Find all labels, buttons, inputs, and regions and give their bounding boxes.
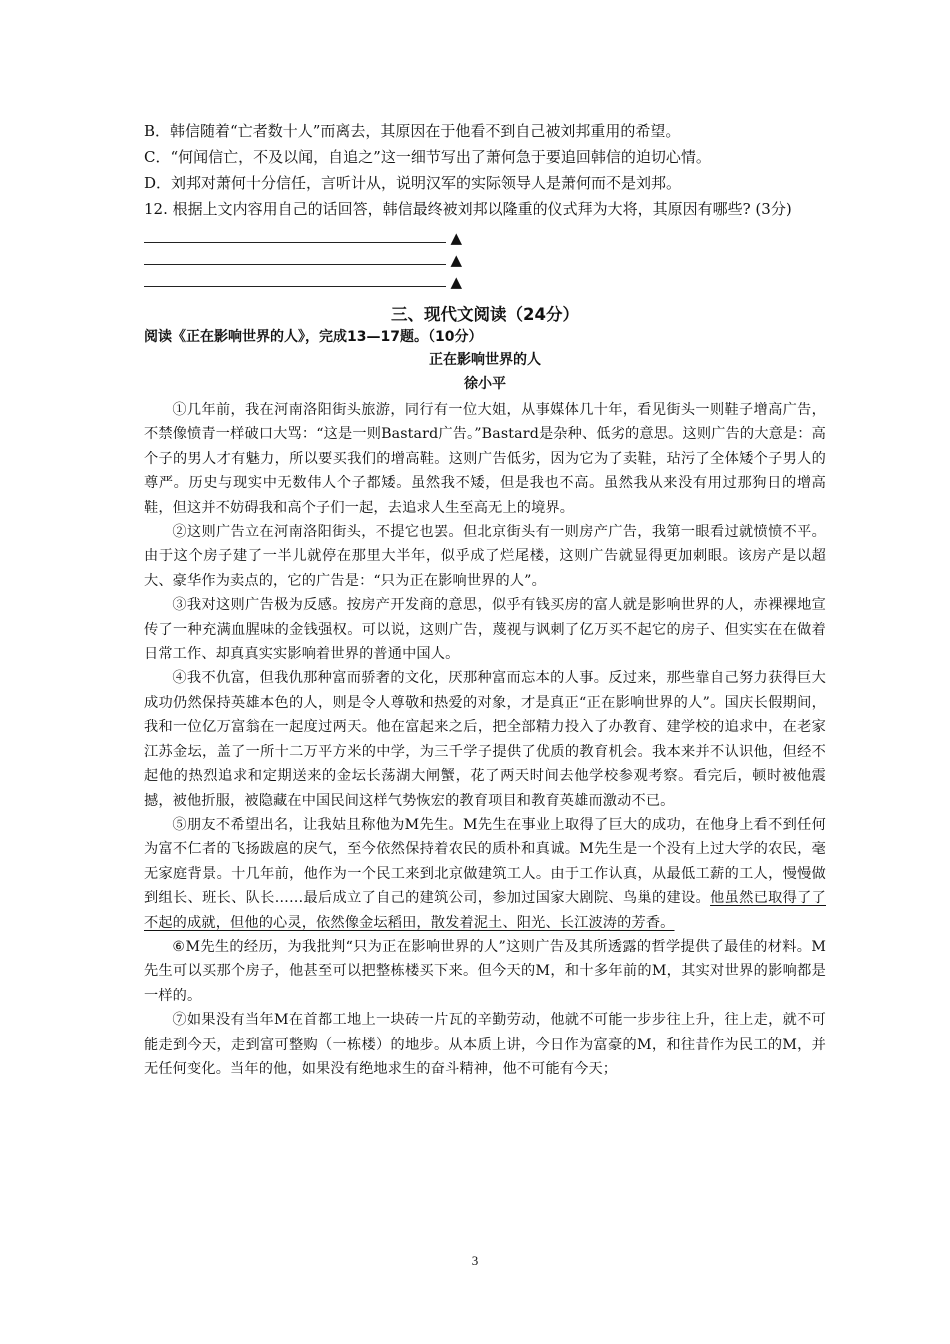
answer-line[interactable] — [144, 224, 462, 246]
article-author: 徐小平 — [464, 376, 506, 392]
option-c: C．“何闻信亡，不及以闻，自追之”这一细节写出了萧何急于要追回韩信的迫切心情。 — [144, 148, 711, 166]
section-title: 三、现代文阅读（24分） — [391, 305, 579, 324]
underlined-sentence: 他虽然已取得了了不起的成就，但他的心灵，依然像金坛稻田，散发着泥土、阳光、长江波涛的芳香。 — [144, 890, 826, 931]
paragraph-5 — [144, 813, 826, 935]
question-12: 12. 根据上文内容用自己的话回答，韩信最终被刘邦以隆重的仪式拜为大将，其原因有哪些? (3分) — [144, 200, 792, 218]
paragraph-4: ④我不仇富，但我仇那种富而骄奢的文化，厌那种富而忘本的人事。反过来，那些靠自己努力获得巨大成功仍然保持英雄本色的人，则是令人尊敬和热爱的对象，才是真正“正在影响世界的人”。国庆长假期间，我和一位亿万富翁在一起度过两天。他在富起来之后，把全部精力投入了办教育、建学校的追求中，在老家江苏金坛，盖了一所十二万平方米的中学，为三千学子提供了优质的教育机会。我本来并不认识他，但经不起他的热烈追求和定期送来的金坛长荡湖大闸蟹，花了两天时间去他学校参观考察。看完后，顿时被他震撼，被他折服，被隐藏在中国民间这样气势恢宏的教育项目和教育英雄而激动不已。 — [144, 670, 826, 809]
reading-instruction: 阅读《正在影响世界的人》，完成13—17题。（10分） — [144, 329, 483, 345]
option-d: D．刘邦对萧何十分信任，言听计从，说明汉军的实际领导人是萧何而不是刘邦。 — [144, 174, 682, 192]
paragraph-1: ①几年前，我在河南洛阳街头旅游，同行有一位大姐，从事媒体几十年，看见街头一则鞋子增高广告，不禁像愤青一样破口大骂：“这是一则Bastard广告。”Bastard是杂种、低劣的意思。这则广告的大意是：高个子的男人才有魅力，所以要买我们的增高鞋。这则广告低劣，因为它为了卖鞋，玷污了全体矮个子男人的尊严。历史与现实中无数伟人个子都矮。虽然我不矮，但是我也不高。虽然我从来没有用过那狗日的增高鞋，但这并不妨碍我和高个子们一起，去追求人生至高无上的境界。 — [144, 402, 826, 516]
paragraph-6: ⑥M先生的经历，为我批判“只为正在影响世界的人”这则广告及其所透露的哲学提供了最佳的材料。M先生可以买那个房子，他甚至可以把整栋楼买下来。但今天的M，和十多年前的M，其实对世界的影响都是一样的。 — [144, 938, 826, 1004]
paragraph-3: ③我对这则广告极为反感。按房产开发商的意思，似乎有钱买房的富人就是影响世界的人，赤裸裸地宣传了一种充满血腥味的金钱强权。可以说，这则广告，蔑视与讽刺了亿万买不起它的房子、但实实在在做着日常工作、却真真实实影响着世界的普通中国人。 — [144, 597, 826, 663]
answer-line[interactable] — [144, 246, 462, 268]
triangle-marker-icon: ▲ — [450, 251, 462, 269]
article-title: 正在影响世界的人 — [429, 352, 541, 368]
triangle-marker-icon: ▲ — [450, 273, 462, 291]
exam-page — [144, 118, 826, 1081]
option-b: B．韩信随着“亡者数十人”而离去，其原因在于他看不到自己被刘邦重用的希望。 — [144, 122, 681, 140]
page-number: 3 — [471, 1253, 479, 1268]
paragraph-5-text: ⑤朋友不希望出名，让我姑且称他为M先生。M先生在事业上取得了巨大的成功，在他身上看不到任何为富不仁者的飞扬跋扈的戾气，至今依然保持着农民的质朴和真诚。M先生是一个没有上过大学的农民，毫无家庭背景。十几年前，他作为一个民工来到北京做建筑工人。由于工作认真，从最低工薪的工人，慢慢做到组长、班长、队长……最后成立了自己的建筑公司，参加过国家大剧院、鸟巢的建设。 — [144, 816, 826, 907]
answer-lines — [144, 224, 826, 290]
paragraph-7: ⑦如果没有当年M在首都工地上一块砖一片瓦的辛勤劳动，他就不可能一步步往上升，往上走，就不可能走到今天，走到富可整购（一栋楼）的地步。从本质上讲，今日作为富豪的M，和往昔作为民工的M，并无任何变化。当年的他，如果没有绝地求生的奋斗精神，他不可能有今天； — [144, 1012, 826, 1077]
paragraph-2: ②这则广告立在河南洛阳街头，不提它也罢。但北京街头有一则房产广告，我第一眼看过就愤愤不平。由于这个房子建了一半儿就停在那里大半年，似乎成了烂尾楼，这则广告就显得更加刺眼。该房产是以超大、豪华作为卖点的，它的广告是：“只为正在影响世界的人”。 — [144, 524, 826, 589]
answer-line[interactable] — [144, 268, 462, 290]
triangle-marker-icon: ▲ — [450, 229, 462, 247]
